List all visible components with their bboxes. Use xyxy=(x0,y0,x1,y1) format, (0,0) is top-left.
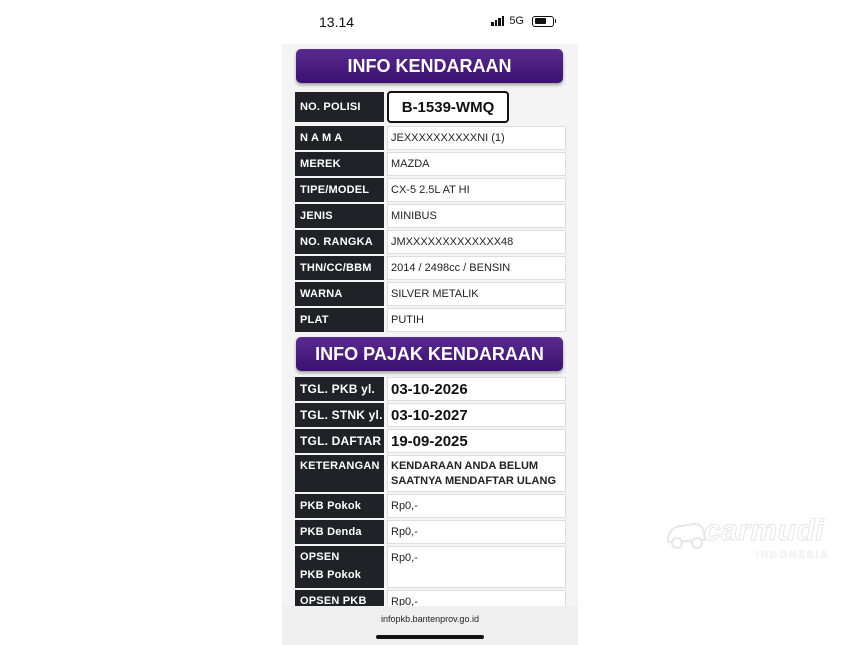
status-bar xyxy=(282,0,578,44)
plate-row xyxy=(295,90,567,124)
network-label: 5G xyxy=(509,15,524,27)
row-label: MEREK xyxy=(295,152,384,176)
row-value: 03-10-2026 xyxy=(387,377,566,401)
tax-row-pkb-pokok xyxy=(295,494,567,518)
tax-row-tgl-stnk xyxy=(295,403,567,427)
info-row-merek xyxy=(295,152,567,176)
signal-icon xyxy=(491,16,504,26)
page-content xyxy=(295,44,567,606)
home-indicator[interactable] xyxy=(376,635,484,639)
browser-bottom-bar xyxy=(282,606,578,645)
address-bar[interactable]: infopkb.bantenprov.go.id xyxy=(381,614,479,624)
row-value: 03-10-2027 xyxy=(387,403,566,427)
row-label: PLAT xyxy=(295,308,384,332)
row-value: MAZDA xyxy=(387,152,566,176)
license-plate: B-1539-WMQ xyxy=(387,91,509,123)
info-row-warna xyxy=(295,282,567,306)
row-label: OPSEN PKB xyxy=(295,590,384,606)
info-row-plat xyxy=(295,308,567,332)
carmudi-watermark xyxy=(664,508,854,568)
row-label: WARNA xyxy=(295,282,384,306)
row-value: Rp0,- xyxy=(387,590,566,606)
row-label: THN/CC/BBM xyxy=(295,256,384,280)
row-label: PKB Denda xyxy=(295,520,384,544)
tax-row-opsen-pkb xyxy=(295,590,567,606)
watermark-sub: INDONESIA xyxy=(756,550,830,561)
info-row-nama xyxy=(295,126,567,150)
row-label: TGL. DAFTAR xyxy=(295,429,384,453)
vehicle-info-header: INFO KENDARAAN xyxy=(296,49,563,83)
row-value: Rp0,- xyxy=(387,546,566,588)
row-value: JEXXXXXXXXXXNI (1) xyxy=(387,126,566,150)
tax-row-tgl-pkb xyxy=(295,377,567,401)
info-row-thn-cc-bbm xyxy=(295,256,567,280)
tax-row-tgl-daftar xyxy=(295,429,567,453)
web-page xyxy=(282,44,578,606)
row-label: N A M A xyxy=(295,126,384,150)
row-value: PUTIH xyxy=(387,308,566,332)
row-value: MINIBUS xyxy=(387,204,566,228)
clock: 13.14 xyxy=(319,14,355,30)
row-label: PKB Pokok xyxy=(295,494,384,518)
row-label: NO. RANGKA xyxy=(295,230,384,254)
row-label: OPSEN PKB Pokok xyxy=(295,546,384,588)
battery-icon xyxy=(532,16,554,27)
row-value: Rp0,- xyxy=(387,494,566,518)
info-row-rangka xyxy=(295,230,567,254)
car-logo-icon xyxy=(664,514,708,554)
row-label: TIPE/MODEL xyxy=(295,178,384,202)
row-value: JMXXXXXXXXXXXXX48 xyxy=(387,230,566,254)
status-icons xyxy=(491,15,554,27)
row-label: TGL. PKB yl. xyxy=(295,377,384,401)
row-value: 2014 / 2498cc / BENSIN xyxy=(387,256,566,280)
row-value: CX-5 2.5L AT HI xyxy=(387,178,566,202)
tax-row-pkb-denda xyxy=(295,520,567,544)
row-label: KETERANGAN xyxy=(295,455,384,492)
tax-row-opsen-pkb-pokok xyxy=(295,546,567,588)
row-value: Rp0,- xyxy=(387,520,566,544)
plate-label: NO. POLISI xyxy=(295,92,384,122)
watermark-brand: carmudi xyxy=(704,514,825,547)
row-value: KENDARAAN ANDA BELUM SAATNYA MENDAFTAR ULANG xyxy=(387,455,566,492)
tax-info-header: INFO PAJAK KENDARAAN xyxy=(296,337,563,371)
row-value: 19-09-2025 xyxy=(387,429,566,453)
row-value: SILVER METALIK xyxy=(387,282,566,306)
info-row-tipe xyxy=(295,178,567,202)
tax-row-keterangan xyxy=(295,455,567,492)
row-label: TGL. STNK yl. xyxy=(295,403,384,427)
row-label: JENIS xyxy=(295,204,384,228)
info-row-jenis xyxy=(295,204,567,228)
